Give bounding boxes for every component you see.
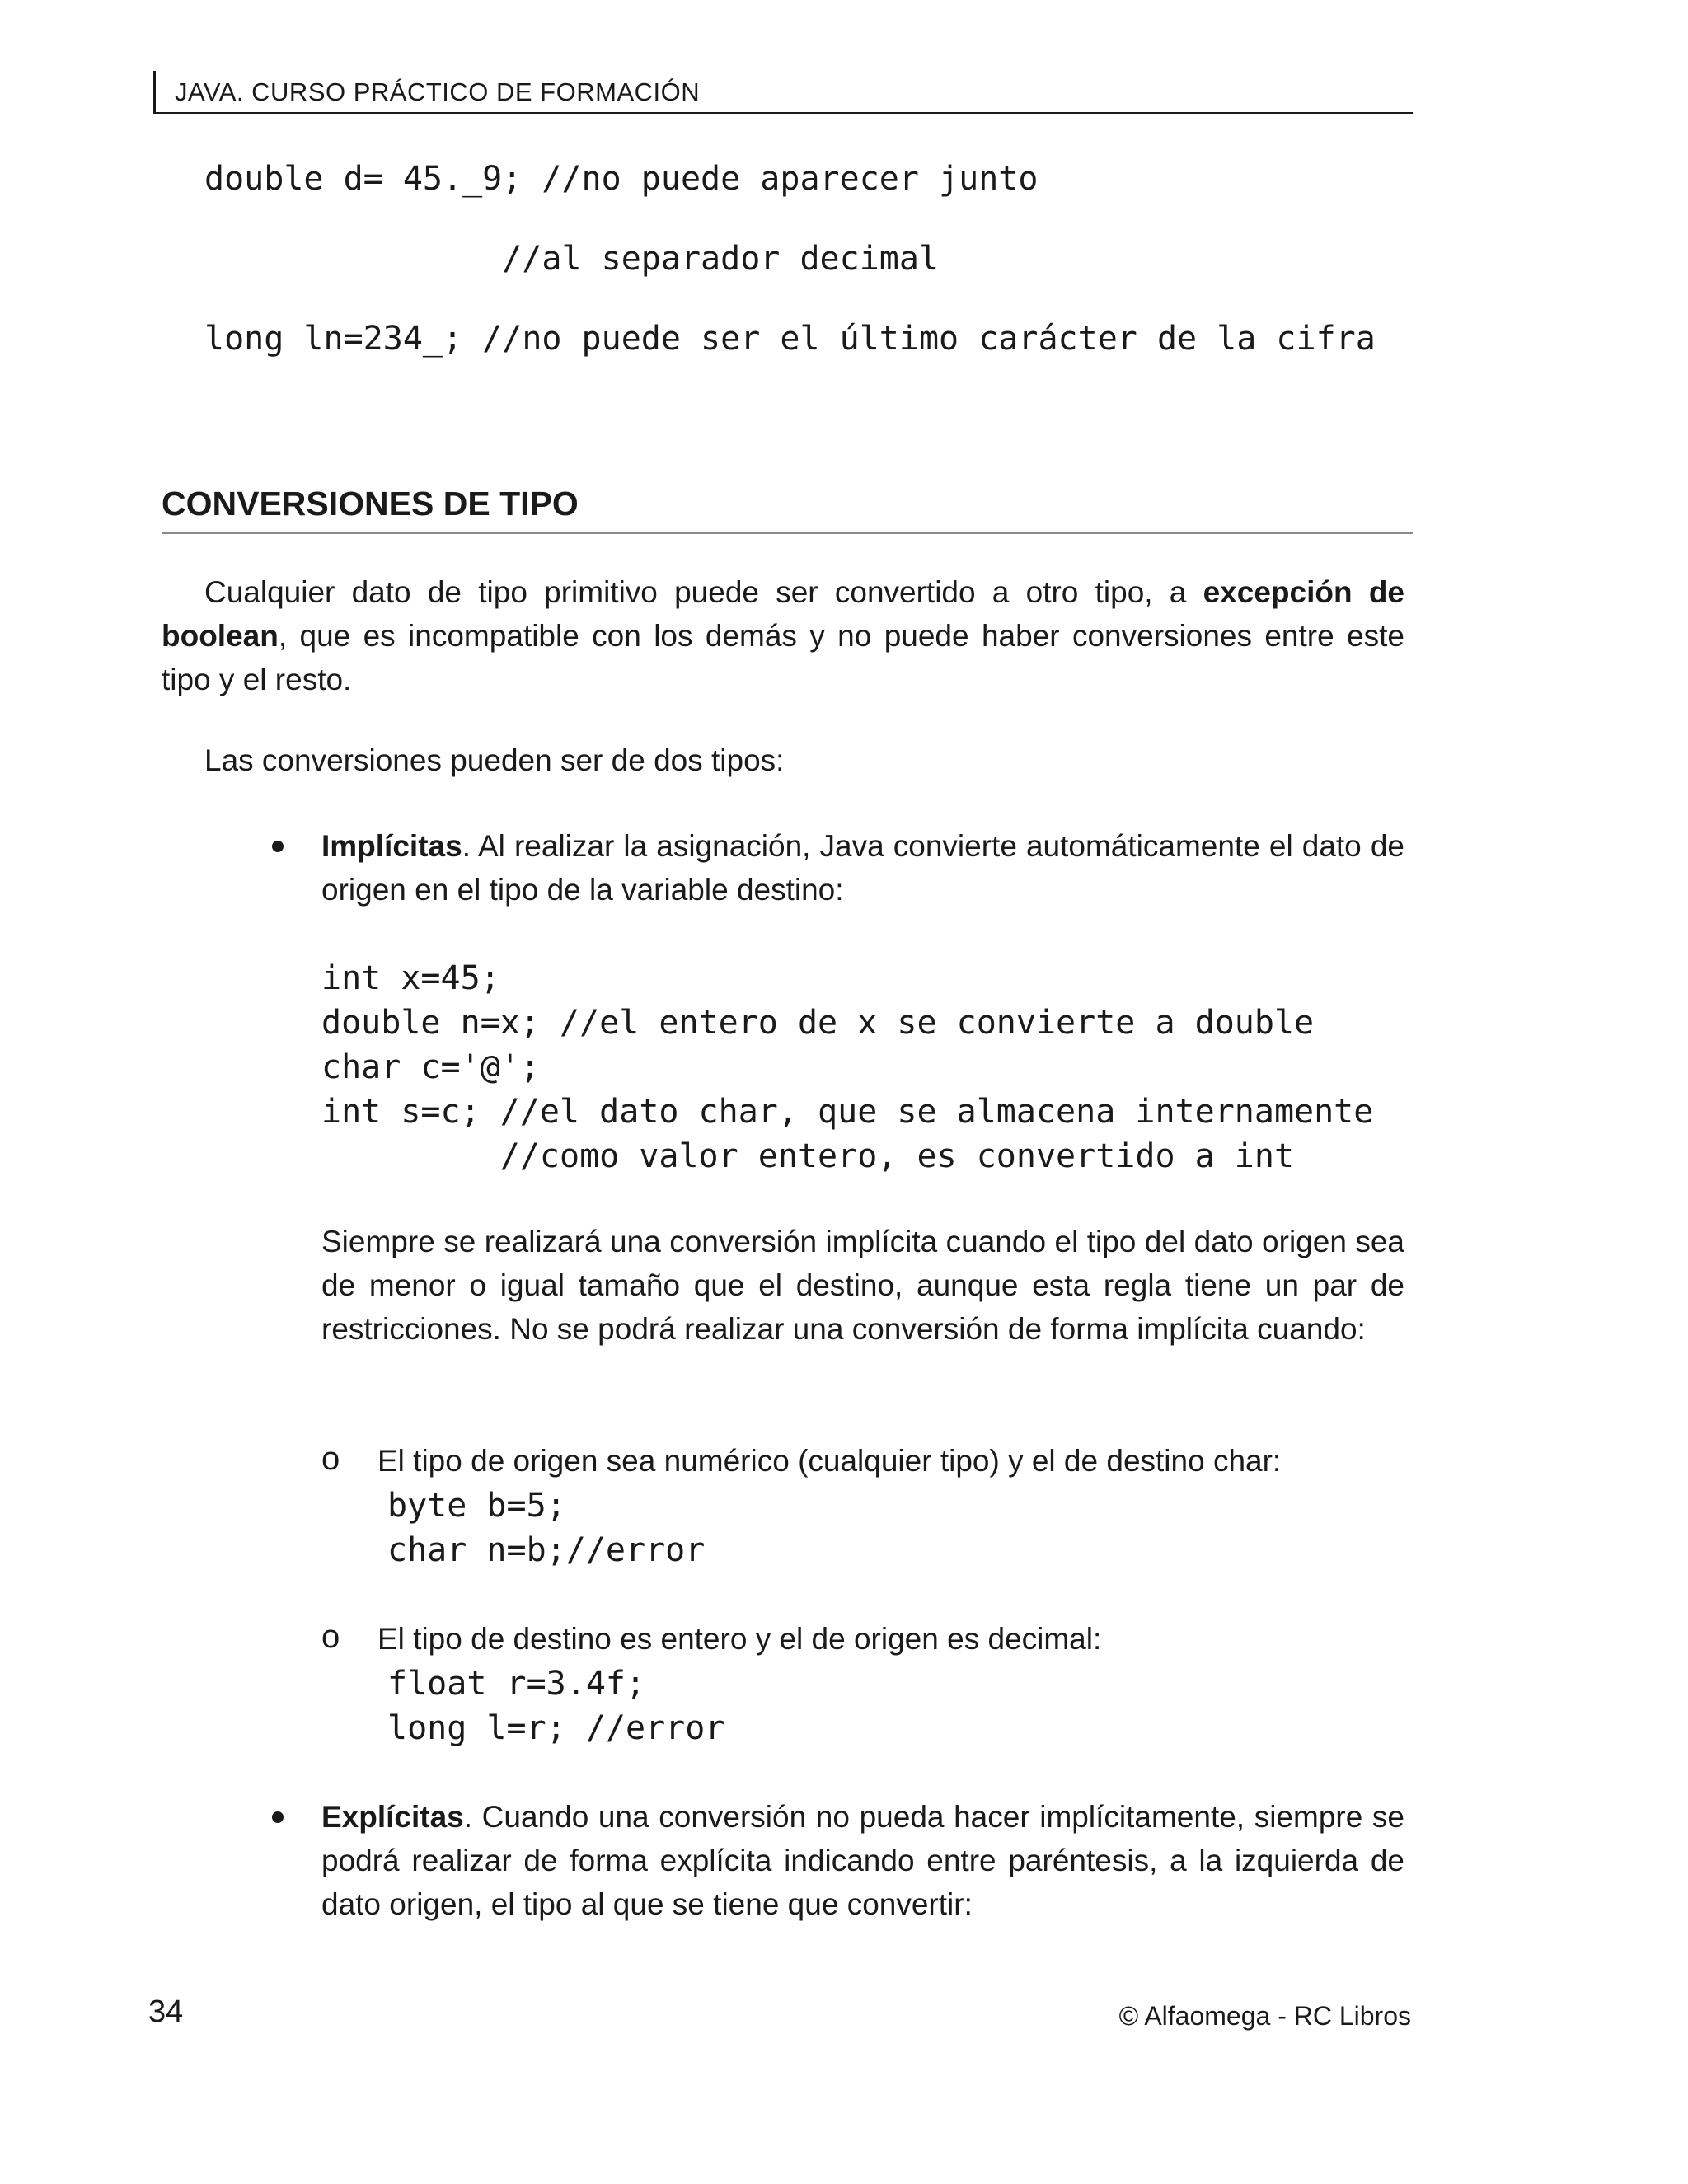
section-rule <box>162 532 1413 534</box>
running-header: JAVA. CURSO PRÁCTICO DE FORMACIÓN <box>175 77 701 106</box>
explicit-paragraph <box>321 1795 1404 1926</box>
explicit-term: Explícitas <box>321 1800 464 1834</box>
code-line: //como valor entero, es convertido a int <box>321 1137 1295 1175</box>
code-line: int x=45; <box>321 959 500 997</box>
code-line: double n=x; //el entero de x se convierte a double <box>321 1004 1315 1042</box>
sub-bullet-text: El tipo de origen sea numérico (cualquier tipo) y el de destino char: <box>377 1444 1282 1478</box>
bullet-marker <box>272 1811 284 1823</box>
types-intro: Las conversiones pueden ser de dos tipos: <box>204 743 785 777</box>
bullet-marker <box>272 841 284 852</box>
header-horizontal-rule <box>153 112 1413 114</box>
header-vertical-rule <box>153 71 156 114</box>
intro-paragraph <box>162 570 1404 701</box>
code-line: long l=r; //error <box>387 1709 725 1747</box>
section-title: CONVERSIONES DE TIPO <box>162 485 579 523</box>
code-line: long ln=234_; //no puede ser el último carácter de la cifra <box>204 320 1376 358</box>
code-line: char c='@'; <box>321 1048 540 1086</box>
copyright-footer: © Alfaomega - RC Libros <box>1118 2001 1411 2031</box>
implicit-text: . Al realizar la asignación, Java convierte automáticamente el dato de origen en el tipo de la variable destino: <box>321 829 1404 907</box>
explicit-text: . Cuando una conversión no pueda hacer implícitamente, siempre se podrá realizar de forma explícita indicando entre paréntesis, a la izquierda de dato origen, el tipo al que se tiene que convertir: <box>321 1800 1404 1921</box>
sub-bullet-marker: o <box>321 1441 340 1477</box>
code-line: double d= 45._9; //no puede aparecer junto <box>204 160 1039 198</box>
intro-text-rest: , que es incompatible con los demás y no puede haber conversiones entre este tipo y el resto. <box>162 619 1404 696</box>
sub-bullet-marker: o <box>321 1619 340 1655</box>
implicit-rule-paragraph: Siempre se realizará una conversión implícita cuando el tipo del dato origen sea de menor o igual tamaño que el destino, aunque esta regla tiene un par de restricciones. No se podrá realizar una conversión de forma implícita cuando: <box>321 1225 1404 1346</box>
code-line: int s=c; //el dato char, que se almacena internamente <box>321 1093 1374 1131</box>
intro-bold-term: excepción de boolean <box>162 575 1404 653</box>
code-line: byte b=5; <box>387 1487 566 1525</box>
page-number: 34 <box>148 1994 184 2029</box>
code-line: float r=3.4f; <box>387 1665 646 1703</box>
code-line: //al separador decimal <box>204 240 940 278</box>
sub-bullet-text: El tipo de destino es entero y el de origen es decimal: <box>377 1622 1102 1656</box>
intro-text: Cualquier dato de tipo primitivo puede ser convertido a otro tipo, a <box>204 575 1203 609</box>
implicit-paragraph <box>321 824 1404 912</box>
implicit-term: Implícitas <box>321 829 462 863</box>
code-line: char n=b;//error <box>387 1531 706 1569</box>
